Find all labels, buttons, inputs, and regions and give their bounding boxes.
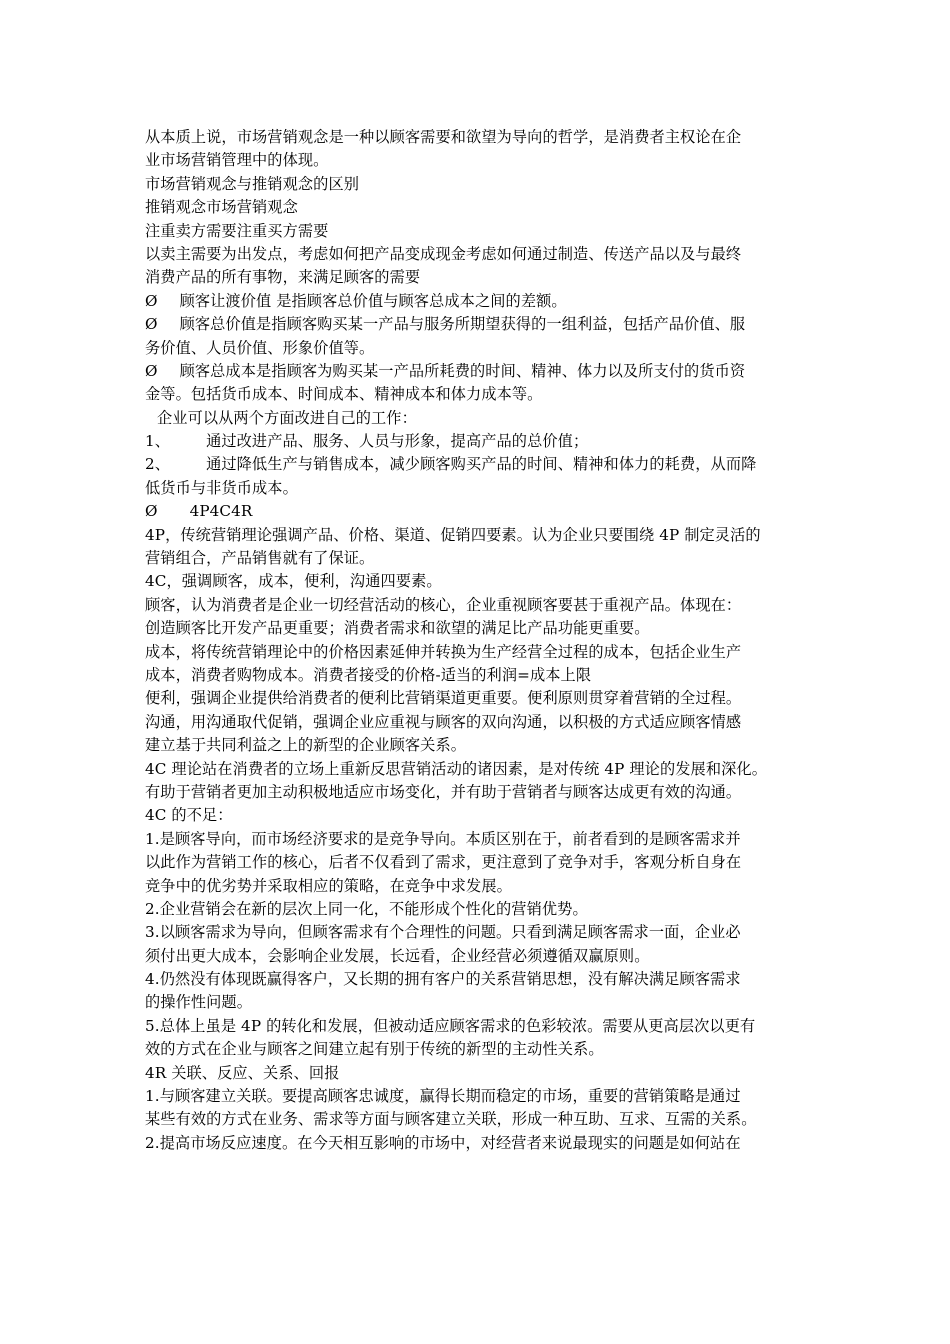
text-line: 有助于营销者更加主动积极地适应市场变化，并有助于营销者与顾客达成更有效的沟通。	[145, 782, 742, 801]
numbered-line	[145, 430, 825, 453]
text-line: 以此作为营销工作的核心，后者不仅看到了需求，更注意到了竞争对手，客观分析自身在	[145, 853, 742, 872]
text-line: 1.与顾客建立关联。要提高顾客忠诚度，赢得长期而稳定的市场，重要的营销策略是通过	[145, 1087, 741, 1106]
number-marker: 2、	[145, 455, 171, 474]
text-line: 2.企业营销会在新的层次上同一化，不能形成个性化的营销优势。	[145, 899, 588, 918]
bullet-line	[145, 313, 825, 336]
text-line: 顾客，认为消费者是企业一切经营活动的核心，企业重视顾客要甚于重视产品。体现在：	[145, 595, 742, 614]
text-line: 4.仍然没有体现既赢得客户，又长期的拥有客户的关系营销思想，没有解决满足顾客需求	[145, 970, 741, 989]
text-line: 成本，将传统营销理论中的价格因素延伸并转换为生产经营全过程的成本，包括企业生产	[145, 642, 742, 661]
numbered-text: 通过降低生产与销售成本，减少顾客购买产品的时间、精神和体力的耗费，从而降	[206, 455, 757, 474]
text-line: 业市场营销管理中的体现。	[145, 151, 329, 170]
bullet-text: 4P4C4R	[189, 502, 253, 521]
number-marker: 1、	[145, 432, 171, 451]
bullet-line	[145, 360, 825, 383]
text-line: 从本质上说，市场营销观念是一种以顾客需要和欲望为导向的哲学，是消费者主权论在企	[145, 128, 742, 146]
text-line: 金等。包括货币成本、时间成本、精神成本和体力成本等。	[145, 385, 543, 404]
text-line: 成本，消费者购物成本。消费者接受的价格-适当的利润=成本上限	[145, 665, 592, 684]
text-line: 5.总体上虽是 4P 的转化和发展，但被动适应顾客需求的色彩较浓。需要从更高层次以更有	[145, 1016, 756, 1035]
text-line: 务价值、人员价值、形象价值等。	[145, 338, 375, 357]
text-line: 创造顾客比开发产品更重要；消费者需求和欲望的满足比产品功能更重要。	[145, 619, 650, 638]
text-line: 须付出更大成本，会影响企业发展，长远看，企业经营必须遵循双赢原则。	[145, 946, 650, 965]
text-line: 某些有效的方式在业务、需求等方面与顾客建立关联，形成一种互助、互求、互需的关系。	[145, 1110, 757, 1129]
text-line: 4P，传统营销理论强调产品、价格、渠道、促销四要素。认为企业只要围绕 4P 制定灵活的	[145, 525, 761, 544]
text-line: 消费产品的所有事物，来满足顾客的需要	[145, 268, 421, 287]
text-line: 竞争中的优劣势并采取相应的策略，在竞争中求发展。	[145, 876, 512, 895]
text-line: 的操作性问题。	[145, 993, 253, 1012]
text-line: 注重卖方需要注重买方需要	[145, 221, 329, 240]
text-line: 4C，强调顾客，成本，便利，沟通四要素。	[145, 572, 442, 591]
bullet-marker: Ø	[145, 502, 158, 521]
bullet-line	[145, 500, 825, 523]
text-line: 4C 理论站在消费者的立场上重新反思营销活动的诸因素，是对传统 4P 理论的发展和深化。	[145, 759, 767, 778]
text-line: 推销观念市场营销观念	[145, 198, 298, 217]
text-line: 营销组合，产品销售就有了保证。	[145, 549, 375, 568]
text-line: 2.提高市场反应速度。在今天相互影响的市场中，对经营者来说最现实的问题是如何站在	[145, 1133, 741, 1152]
bullet-text: 顾客总成本是指顾客为购买某一产品所耗费的时间、精神、体力以及所支付的货币资	[179, 361, 746, 380]
text-line: 4C 的不足：	[145, 806, 233, 825]
bullet-text: 顾客总价值是指顾客购买某一产品与服务所期望获得的一组利益，包括产品价值、服	[179, 315, 746, 334]
text-line: 4R 关联、反应、关系、回报	[145, 1063, 340, 1082]
bullet-marker: Ø	[145, 361, 158, 380]
numbered-line	[145, 453, 825, 476]
text-line: 建立基于共同利益之上的新型的企业顾客关系。	[145, 736, 467, 755]
text-line: 以卖主需要为出发点，考虑如何把产品变成现金考虑如何通过制造、传送产品以及与最终	[145, 244, 742, 263]
text-line: 市场营销观念与推销观念的区别	[145, 174, 360, 193]
bullet-line	[145, 290, 825, 313]
text-line: 3.以顾客需求为导向，但顾客需求有个合理性的问题。只看到满足顾客需求一面，企业必	[145, 923, 741, 942]
bullet-marker: Ø	[145, 315, 158, 334]
document-body	[145, 126, 825, 1155]
text-line: 1.是顾客导向，而市场经济要求的是竞争导向。本质区别在于，前者看到的是顾客需求并	[145, 829, 741, 848]
indented-line	[145, 407, 825, 430]
text-line: 低货币与非货币成本。	[145, 478, 298, 497]
text-line: 沟通，用沟通取代促销，强调企业应重视与顾客的双向沟通，以积极的方式适应顾客情感	[145, 712, 742, 731]
text-line: 效的方式在企业与顾客之间建立起有别于传统的新型的主动性关系。	[145, 1040, 604, 1059]
text-line: 便利，强调企业提供给消费者的便利比营销渠道更重要。便利原则贯穿着营销的全过程。	[145, 689, 742, 708]
indented-text: 企业可以从两个方面改进自己的工作：	[157, 408, 417, 427]
bullet-marker: Ø	[145, 291, 158, 310]
numbered-text: 通过改进产品、服务、人员与形象，提高产品的总价值；	[206, 432, 589, 451]
bullet-text: 顾客让渡价值 是指顾客总价值与顾客总成本之间的差额。	[179, 291, 567, 310]
